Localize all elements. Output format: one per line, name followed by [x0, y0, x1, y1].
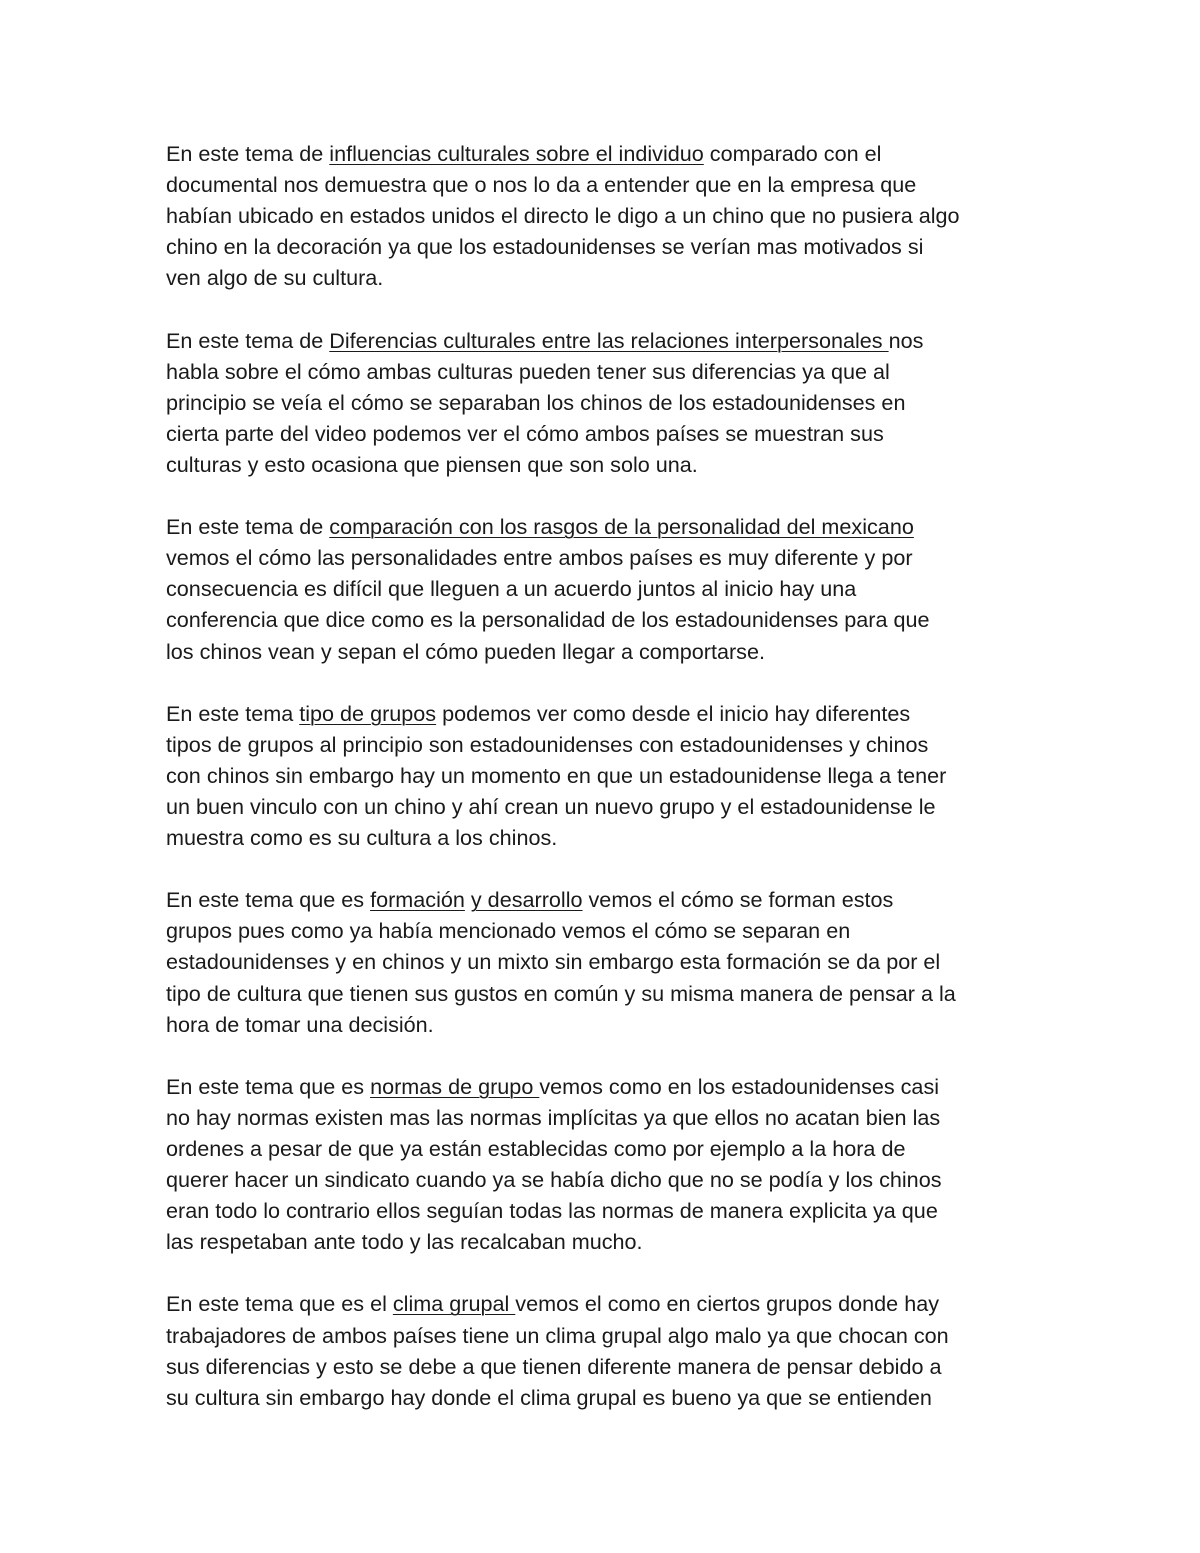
- text-line: [166, 946, 1046, 977]
- underlined-topic: tipo de grupos: [299, 700, 437, 726]
- text-line: [166, 604, 1046, 635]
- text-segment: comparado con el: [703, 141, 882, 166]
- text-segment: querer hacer un sindicato cuando ya se había dicho que no se podía y los chinos: [166, 1167, 942, 1193]
- text-line: [166, 760, 1046, 791]
- paragraph: [166, 698, 1046, 853]
- text-segment: principio se veía el cómo se separaban los chinos de los estadounidenses en: [166, 389, 906, 415]
- paragraph: [166, 1288, 1046, 1412]
- text-line: [166, 356, 1046, 387]
- text-line: [166, 698, 1046, 729]
- text-segment: culturas y esto ocasiona que piensen que son solo una.: [166, 451, 698, 477]
- text-line: [166, 449, 1046, 480]
- text-segment: habían ubicado en estados unidos el directo le digo a un chino que no pusiera algo: [166, 203, 960, 229]
- text-segment: nos: [888, 327, 924, 353]
- text-segment: tipos de grupos al principio son estadounidenses con estadounidenses y chinos: [166, 731, 929, 757]
- underlined-topic: normas de grupo: [370, 1073, 540, 1099]
- text-segment: su cultura sin embargo hay donde el clima grupal es bueno ya que se entienden: [166, 1384, 932, 1410]
- text-segment: chino en la decoración ya que los estadounidenses se verían mas motivados si: [166, 234, 924, 260]
- text-segment: muestra como es su cultura a los chinos.: [166, 825, 558, 851]
- text-segment: En este tema que es: [166, 887, 371, 913]
- text-line: [166, 729, 1046, 760]
- text-line: [166, 822, 1046, 853]
- text-segment: los chinos vean y sepan el cómo pueden llegar a comportarse.: [166, 638, 765, 664]
- text-segment: estadounidenses y en chinos y un mixto sin embargo esta formación se da por el: [166, 949, 941, 975]
- text-segment: consecuencia es difícil que lleguen a un acuerdo juntos al inicio hay una: [166, 576, 857, 602]
- underlined-topic: y desarrollo: [470, 887, 583, 913]
- text-line: [166, 262, 1046, 293]
- underlined-topic: clima grupal: [392, 1291, 516, 1317]
- text-line: [166, 169, 1046, 200]
- text-line: [166, 1226, 1046, 1257]
- text-line: [166, 1195, 1046, 1226]
- text-line: [166, 1133, 1046, 1164]
- text-segment: un buen vinculo con un chino y ahí crean un nuevo grupo y el estadounidense le: [166, 793, 936, 819]
- text-line: [166, 200, 1046, 231]
- text-line: [166, 791, 1046, 822]
- document-body: [166, 138, 1046, 1444]
- text-line: [166, 325, 1046, 356]
- text-line: [166, 542, 1046, 573]
- text-line: [166, 1351, 1046, 1382]
- underlined-topic: comparación con los rasgos de la personalidad del mexicano: [329, 514, 914, 540]
- text-segment: conferencia que dice como es la personalidad de los estadounidenses para que: [166, 607, 930, 633]
- text-line: [166, 1071, 1046, 1102]
- text-segment: vemos el cómo se forman estos: [582, 887, 894, 913]
- text-line: [166, 1288, 1046, 1319]
- paragraph: [166, 511, 1046, 666]
- text-segment: podemos ver como desde el inicio hay diferentes: [436, 700, 911, 726]
- text-segment: cierta parte del video podemos ver el cómo ambos países se muestran sus: [166, 420, 884, 446]
- text-line: [166, 231, 1046, 262]
- text-segment: En este tema que es el: [166, 1291, 393, 1317]
- text-line: [166, 1382, 1046, 1413]
- text-line: [166, 978, 1046, 1009]
- text-segment: En este tema de: [166, 141, 330, 166]
- text-segment: tipo de cultura que tienen sus gustos en común y su misma manera de pensar a la: [166, 980, 956, 1006]
- text-segment: En este tema de: [166, 327, 330, 353]
- text-line: [166, 884, 1046, 915]
- text-segment: sus diferencias y esto se debe a que tienen diferente manera de pensar debido a: [166, 1353, 942, 1379]
- text-line: [166, 573, 1046, 604]
- text-segment: vemos el cómo las personalidades entre ambos países es muy diferente y por: [166, 545, 913, 571]
- paragraph: [166, 1071, 1046, 1258]
- text-line: [166, 1164, 1046, 1195]
- text-segment: vemos como en los estadounidenses casi: [539, 1073, 940, 1099]
- text-line: [166, 387, 1046, 418]
- text-line: [166, 1102, 1046, 1133]
- text-segment: documental nos demuestra que o nos lo da a entender que en la empresa que: [166, 172, 917, 198]
- text-segment: habla sobre el cómo ambas culturas pueden tener sus diferencias ya que al: [166, 358, 890, 384]
- text-line: [166, 636, 1046, 667]
- text-segment: hora de tomar una decisión.: [166, 1011, 434, 1037]
- text-segment: las respetaban ante todo y las recalcaban mucho.: [166, 1229, 643, 1255]
- underlined-topic: Diferencias culturales entre las relaciones interpersonales: [329, 327, 889, 353]
- text-segment: En este tema de: [166, 514, 330, 540]
- text-segment: En este tema: [166, 700, 300, 726]
- text-segment: En este tema que es: [166, 1073, 371, 1099]
- text-segment: eran todo lo contrario ellos seguían todas las normas de manera explicita ya que: [166, 1198, 938, 1224]
- paragraph: [166, 325, 1046, 480]
- text-line: [166, 915, 1046, 946]
- underlined-topic: influencias culturales sobre el individuo: [329, 141, 704, 166]
- text-line: [166, 418, 1046, 449]
- text-line: [166, 1320, 1046, 1351]
- underlined-topic: formación: [370, 887, 465, 913]
- text-line: [166, 511, 1046, 542]
- paragraph: [166, 138, 1046, 293]
- text-segment: vemos el como en ciertos grupos donde hay: [515, 1291, 940, 1317]
- paragraph: [166, 884, 1046, 1039]
- text-segment: grupos pues como ya había mencionado vemos el cómo se separan en: [166, 918, 851, 944]
- text-segment: trabajadores de ambos países tiene un clima grupal algo malo ya que chocan con: [166, 1322, 949, 1348]
- text-segment: ordenes a pesar de que ya están establecidas como por ejemplo a la hora de: [166, 1136, 906, 1161]
- text-line: [166, 1009, 1046, 1040]
- text-line: [166, 138, 1046, 169]
- text-segment: no hay normas existen mas las normas implícitas ya que ellos no acatan bien las: [166, 1104, 941, 1130]
- text-segment: ven algo de su cultura.: [166, 265, 384, 291]
- text-segment: con chinos sin embargo hay un momento en que un estadounidense llega a tener: [166, 762, 947, 788]
